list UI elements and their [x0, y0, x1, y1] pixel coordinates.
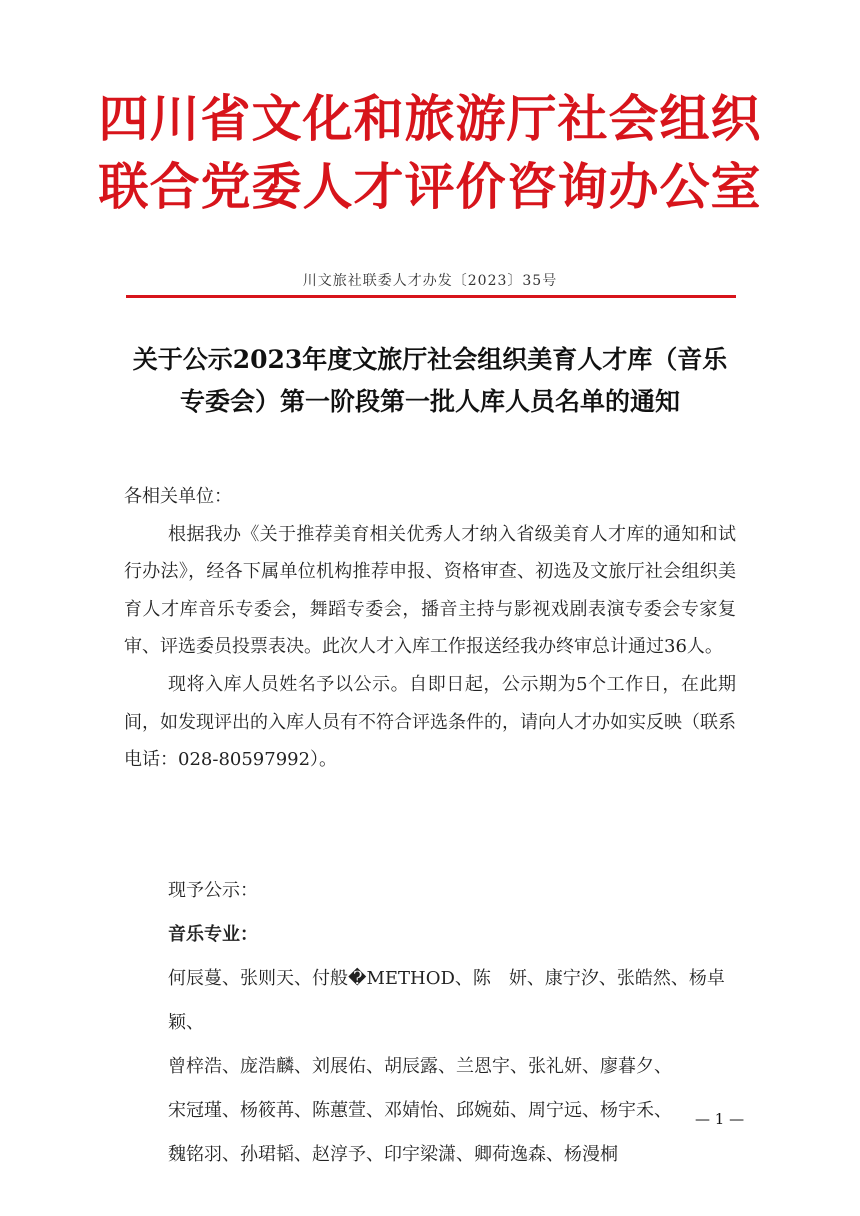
notice-title-line-2: 专委会）第一阶段第一批人库人员名单的通知 — [179, 387, 680, 416]
red-divider — [126, 295, 736, 298]
document-number: 川文旅社联委人才办发〔2023〕35号 — [302, 273, 558, 289]
announcement-section — [124, 869, 736, 1177]
issuer-title-line-1: 四川省文化和旅游厅社会组织 — [98, 89, 762, 148]
announce-label: 现予公示： — [168, 880, 258, 901]
name-line-4: 魏铭羽、孙珺韬、赵淳予、印宇梁潇、卿荷逸森、杨漫桐 — [168, 1144, 618, 1165]
notice-body — [124, 478, 736, 779]
salutation: 各相关单位： — [124, 486, 232, 507]
page-number: — 1 — — [695, 1110, 745, 1128]
notice-title-line-1: 关于公示2023年度文旅厅社会组织美育人才库（音乐 — [132, 345, 728, 374]
issuer-title-line-2: 联合党委人才评价咨询办公室 — [98, 157, 762, 216]
paragraph-2: 现将入库人员姓名予以公示。自即日起，公示期为5个工作日，在此期间，如发现评出的入库人员有不符合评选条件的，请向人才办如实反映（联系电话：028-80597992）。 — [124, 673, 736, 771]
name-line-2: 曾梓浩、庞浩麟、刘展佑、胡辰露、兰恩宇、张礼妍、廖暮夕、 — [168, 1056, 672, 1077]
music-major-label: 音乐专业： — [168, 924, 258, 945]
name-line-3: 宋冠瑾、杨筱苒、陈蕙萱、邓婧怡、邱婉茹、周宁远、杨宇禾、 — [168, 1100, 672, 1121]
name-line-1: 何辰蔓、张则天、付般�METHOD、陈 妍、康宁汐、张皓然、杨卓颖、 — [168, 968, 725, 1033]
paragraph-1: 根据我办《关于推荐美育相关优秀人才纳入省级美育人才库的通知和试行办法》，经各下属单位机构推荐申报、资格审查、初选及文旅厅社会组织美育人才库音乐专委会，舞蹈专委会，播音主持与影视戏剧表演专委会专家复审、评选委员投票表决。此次人才入库工作报送经我办终审总计通过36人。 — [124, 523, 736, 658]
